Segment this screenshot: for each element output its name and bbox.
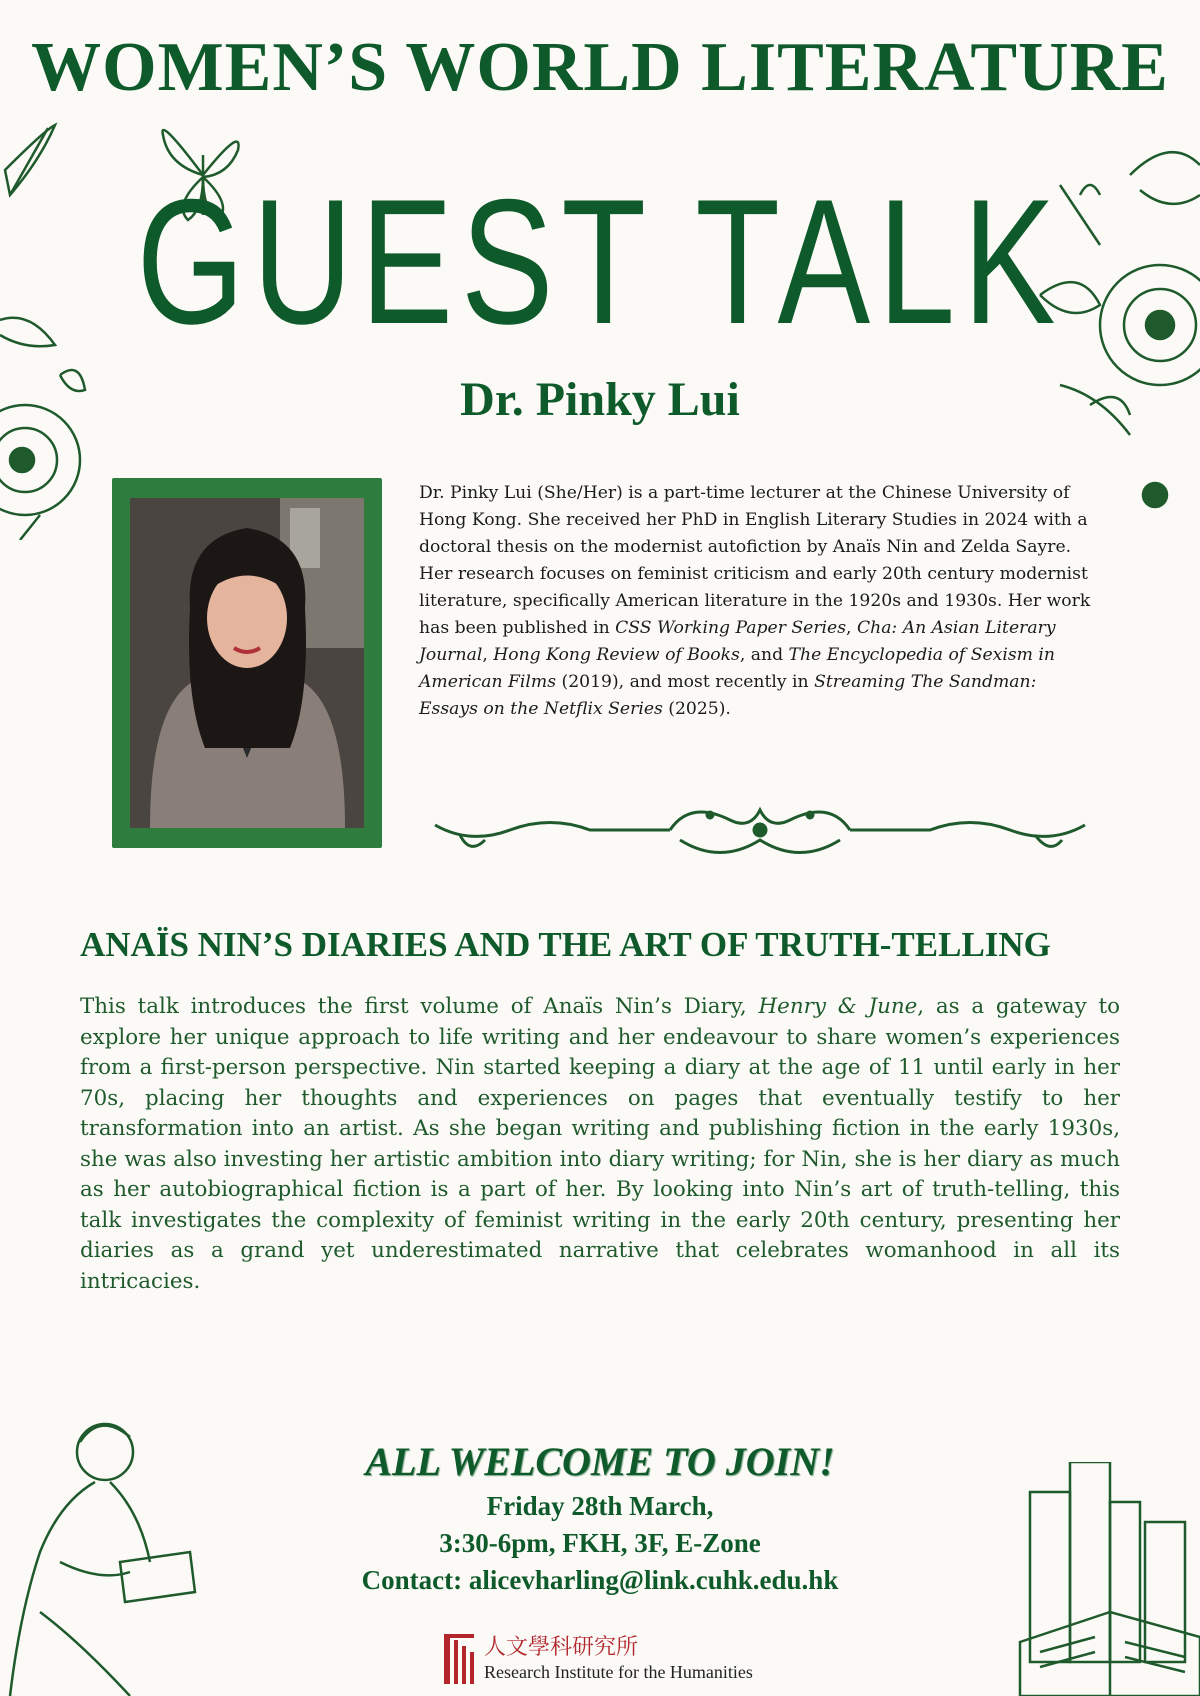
bio-text: , (482, 645, 494, 665)
speaker-bio (419, 480, 1099, 723)
bio-text: (2025). (662, 699, 731, 719)
floral-illustration-left (0, 120, 110, 540)
speaker-photo (130, 498, 364, 828)
publication-title: The Encyclopedia of Sexism in American Films (419, 645, 1055, 692)
publication-title: CSS Working Paper Series (615, 618, 847, 638)
institute-name-chinese: 人文學科研究所 (484, 1635, 639, 1660)
publication-title: Streaming The Sandman: Essays on the Netflix Series (419, 672, 1037, 719)
guest-talk-title: GUEST TALK (136, 162, 1064, 361)
bio-text: (2019), and most recently in (556, 672, 815, 692)
abstract-text: This talk introduces the first volume of Anaïs Nin’s Diary, (80, 994, 759, 1019)
speaker-name: Dr. Pinky Lui (460, 373, 740, 426)
publication-title: Cha: An Asian Literary Journal (419, 618, 1056, 665)
event-contact[interactable]: Contact: alicevharling@link.cuhk.edu.hk (361, 1565, 839, 1595)
institute-logo-mark (440, 1632, 480, 1686)
book-title: Henry & June (758, 994, 918, 1019)
publication-title: Hong Kong Review of Books (493, 645, 740, 665)
talk-title: ANAÏS NIN’S DIARIES AND THE ART OF TRUTH-TELLING (80, 925, 1051, 964)
speaker-photo-frame (112, 478, 382, 848)
bio-text: , and (739, 645, 789, 665)
talk-abstract (80, 992, 1120, 1297)
bio-text: , (846, 618, 857, 638)
event-date: Friday 28th March, (486, 1491, 714, 1521)
event-time-location: 3:30-6pm, FKH, 3F, E-Zone (439, 1528, 761, 1558)
institute-name-english: Research Institute for the Humanities (484, 1662, 753, 1682)
institute-logo (440, 1628, 760, 1690)
decorative-divider (430, 795, 1090, 865)
abstract-text: , as a gateway to explore her unique approach to life writing and her endeavour to share women’s experiences from a first-person perspective. Nin started keeping a diary at the age of 11 until early in her 70s, placing her thoughts and experiences on pages that eventually testify to her transformation into an artist. As she began writing and publishing fiction in the early 1930s, she was also investing her artistic ambition into diary writing; for Nin, she is her diary as much as her autobiographical fiction is a part of her. By looking into Nin’s art of truth-telling, this talk investigates the complexity of feminist writing in the early 20th century, presenting her diaries as a grand yet underestimated narrative that celebrates womanhood in all its intricacies. (80, 994, 1121, 1294)
welcome-heading: ALL WELCOME TO JOIN! (365, 1439, 835, 1484)
event-series-title: WOMEN’S WORLD LITERATURE (31, 29, 1169, 106)
bio-text: Dr. Pinky Lui (She/Her) is a part-time lecturer at the Chinese University of Hong Kong. She received her PhD in English Literary Studies in 2024 with a doctoral thesis on the modernist autofiction by Anaïs Nin and Zelda Sayre. Her research focuses on feminist criticism and early 20th century modernist literature, specifically American literature in the 1920s and 1930s. Her work has been published in (419, 483, 1091, 638)
